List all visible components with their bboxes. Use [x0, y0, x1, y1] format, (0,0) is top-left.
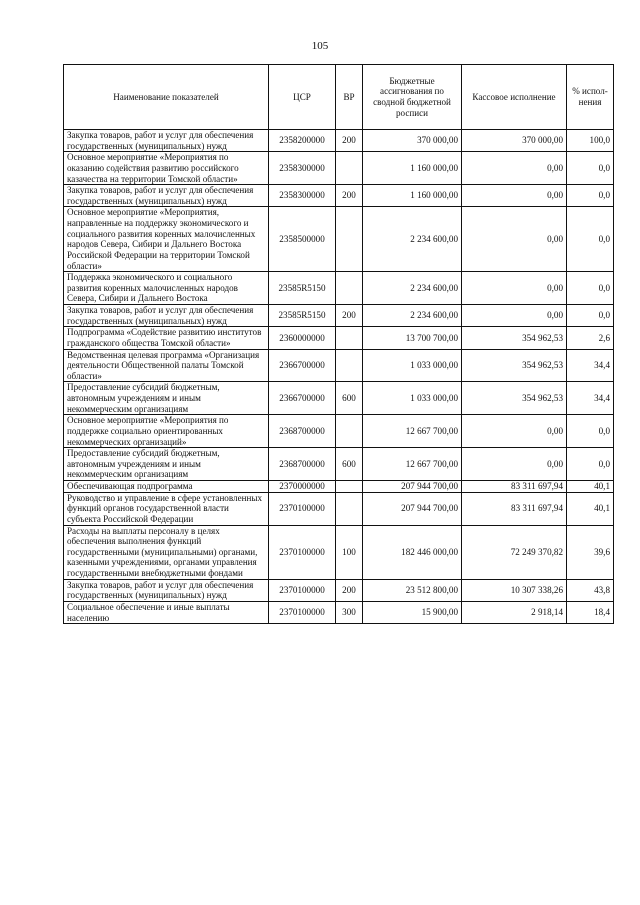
- cell-name: Руководство и управление в сфере установленных функций органов государственной власти субъекта Российской Федерации: [64, 492, 269, 525]
- cell-assignments: 1 160 000,00: [363, 152, 462, 185]
- cell-assignments: 15 900,00: [363, 601, 462, 623]
- budget-execution-table: [63, 64, 614, 624]
- cell-cash-execution: 83 311 697,94: [462, 492, 567, 525]
- cell-vr: [336, 207, 363, 272]
- cell-name: Социальное обеспечение и иные выплаты населению: [64, 601, 269, 623]
- cell-assignments: 370 000,00: [363, 130, 462, 152]
- cell-csr: 2358200000: [269, 130, 336, 152]
- cell-percent-execution: 2,6: [567, 327, 614, 349]
- cell-assignments: 13 700 700,00: [363, 327, 462, 349]
- table-row: [64, 185, 614, 207]
- table-row: [64, 415, 614, 448]
- cell-assignments: 2 234 600,00: [363, 305, 462, 327]
- cell-name: Закупка товаров, работ и услуг для обеспечения государственных (муниципальных) нужд: [64, 305, 269, 327]
- cell-percent-execution: 0,0: [567, 272, 614, 305]
- cell-vr: 600: [336, 448, 363, 481]
- cell-assignments: 2 234 600,00: [363, 207, 462, 272]
- table-row: [64, 382, 614, 415]
- cell-cash-execution: 354 962,53: [462, 382, 567, 415]
- cell-assignments: 12 667 700,00: [363, 448, 462, 481]
- cell-vr: [336, 492, 363, 525]
- cell-name: Закупка товаров, работ и услуг для обеспечения государственных (муниципальных) нужд: [64, 185, 269, 207]
- cell-vr: [336, 415, 363, 448]
- page-number: 105: [311, 40, 329, 52]
- cell-assignments: 2 234 600,00: [363, 272, 462, 305]
- cell-name: Основное мероприятие «Мероприятия по поддержке социально ориентированных некоммерческих организаций»: [64, 415, 269, 448]
- cell-assignments: 207 944 700,00: [363, 481, 462, 493]
- cell-vr: 200: [336, 305, 363, 327]
- cell-vr: 200: [336, 579, 363, 601]
- cell-percent-execution: 100,0: [567, 130, 614, 152]
- cell-csr: 2366700000: [269, 349, 336, 382]
- cell-name: Предоставление субсидий бюджетным, автономным учреждениям и иным некоммерческим организациям: [64, 382, 269, 415]
- cell-percent-execution: 43,8: [567, 579, 614, 601]
- table-row: [64, 579, 614, 601]
- cell-cash-execution: 2 918,14: [462, 601, 567, 623]
- cell-percent-execution: 0,0: [567, 152, 614, 185]
- cell-csr: 2358300000: [269, 152, 336, 185]
- table-row: [64, 448, 614, 481]
- table-row: [64, 349, 614, 382]
- cell-name: Основное мероприятие «Мероприятия, направленные на поддержку экономического и социального развития коренных малочисленных народов Севера, Сибири и Дальнего Востока Российской Федерации на территории Томской области»: [64, 207, 269, 272]
- cell-percent-execution: 0,0: [567, 185, 614, 207]
- cell-cash-execution: 0,00: [462, 272, 567, 305]
- table-row: [64, 481, 614, 493]
- cell-cash-execution: 83 311 697,94: [462, 481, 567, 493]
- cell-cash-execution: 0,00: [462, 415, 567, 448]
- cell-assignments: 182 446 000,00: [363, 525, 462, 579]
- cell-csr: 2370100000: [269, 525, 336, 579]
- cell-vr: [336, 481, 363, 493]
- table-body: [64, 130, 614, 624]
- cell-name: Предоставление субсидий бюджетным, автономным учреждениям и иным некоммерческим организациям: [64, 448, 269, 481]
- cell-vr: 300: [336, 601, 363, 623]
- cell-vr: [336, 152, 363, 185]
- table-row: [64, 601, 614, 623]
- cell-vr: 200: [336, 130, 363, 152]
- cell-percent-execution: 0,0: [567, 207, 614, 272]
- table-row: [64, 492, 614, 525]
- cell-name: Подпрограмма «Содействие развитию институтов гражданского общества Томской области»: [64, 327, 269, 349]
- table-row: [64, 525, 614, 579]
- cell-percent-execution: 34,4: [567, 349, 614, 382]
- cell-cash-execution: 0,00: [462, 185, 567, 207]
- table-header-row: [64, 65, 614, 130]
- cell-name: Закупка товаров, работ и услуг для обеспечения государственных (муниципальных) нужд: [64, 130, 269, 152]
- cell-csr: 2358500000: [269, 207, 336, 272]
- cell-csr: 2370100000: [269, 601, 336, 623]
- cell-assignments: 12 667 700,00: [363, 415, 462, 448]
- cell-percent-execution: 0,0: [567, 415, 614, 448]
- header-csr: ЦСР: [269, 65, 336, 130]
- cell-percent-execution: 39,6: [567, 525, 614, 579]
- header-assignments: Бюджетные ассигнования по сводной бюджетной росписи: [363, 65, 462, 130]
- cell-cash-execution: 0,00: [462, 448, 567, 481]
- cell-assignments: 1 160 000,00: [363, 185, 462, 207]
- cell-cash-execution: 72 249 370,82: [462, 525, 567, 579]
- cell-name: Основное мероприятие «Мероприятия по оказанию содействия развитию российского казачества на территории Томской области»: [64, 152, 269, 185]
- cell-cash-execution: 0,00: [462, 152, 567, 185]
- cell-cash-execution: 0,00: [462, 305, 567, 327]
- cell-percent-execution: 40,1: [567, 492, 614, 525]
- header-name: Наименование показателей: [64, 65, 269, 130]
- cell-cash-execution: 354 962,53: [462, 327, 567, 349]
- cell-cash-execution: 370 000,00: [462, 130, 567, 152]
- cell-csr: 2368700000: [269, 415, 336, 448]
- cell-percent-execution: 0,0: [567, 448, 614, 481]
- cell-percent-execution: 34,4: [567, 382, 614, 415]
- cell-csr: 23585R5150: [269, 305, 336, 327]
- cell-vr: [336, 349, 363, 382]
- cell-csr: 23585R5150: [269, 272, 336, 305]
- cell-assignments: 1 033 000,00: [363, 349, 462, 382]
- table-row: [64, 305, 614, 327]
- table-row: [64, 207, 614, 272]
- cell-vr: 200: [336, 185, 363, 207]
- header-vr: ВР: [336, 65, 363, 130]
- cell-name: Поддержка экономического и социального развития коренных малочисленных народов Севера, Сибири и Дальнего Востока: [64, 272, 269, 305]
- cell-cash-execution: 10 307 338,26: [462, 579, 567, 601]
- table-row: [64, 272, 614, 305]
- cell-assignments: 207 944 700,00: [363, 492, 462, 525]
- cell-percent-execution: 0,0: [567, 305, 614, 327]
- cell-name: Закупка товаров, работ и услуг для обеспечения государственных (муниципальных) нужд: [64, 579, 269, 601]
- cell-csr: 2368700000: [269, 448, 336, 481]
- cell-vr: [336, 272, 363, 305]
- table-row: [64, 130, 614, 152]
- cell-vr: 600: [336, 382, 363, 415]
- cell-vr: [336, 327, 363, 349]
- cell-percent-execution: 40,1: [567, 481, 614, 493]
- cell-csr: 2358300000: [269, 185, 336, 207]
- header-cash-execution: Кассовое исполнение: [462, 65, 567, 130]
- cell-percent-execution: 18,4: [567, 601, 614, 623]
- cell-name: Обеспечивающая подпрограмма: [64, 481, 269, 493]
- cell-csr: 2360000000: [269, 327, 336, 349]
- cell-assignments: 1 033 000,00: [363, 382, 462, 415]
- cell-name: Ведомственная целевая программа «Организация деятельности Общественной палаты Томской области»: [64, 349, 269, 382]
- cell-csr: 2370100000: [269, 492, 336, 525]
- cell-csr: 2370100000: [269, 579, 336, 601]
- cell-cash-execution: 354 962,53: [462, 349, 567, 382]
- header-percent-execution: % испол-нения: [567, 65, 614, 130]
- table-row: [64, 152, 614, 185]
- cell-csr: 2366700000: [269, 382, 336, 415]
- cell-cash-execution: 0,00: [462, 207, 567, 272]
- table-row: [64, 327, 614, 349]
- cell-assignments: 23 512 800,00: [363, 579, 462, 601]
- cell-name: Расходы на выплаты персоналу в целях обеспечения выполнения функций государственными (муниципальными) органами, казенными учреждениями, органами управления государственными внебюджетными фондами: [64, 525, 269, 579]
- cell-csr: 2370000000: [269, 481, 336, 493]
- cell-vr: 100: [336, 525, 363, 579]
